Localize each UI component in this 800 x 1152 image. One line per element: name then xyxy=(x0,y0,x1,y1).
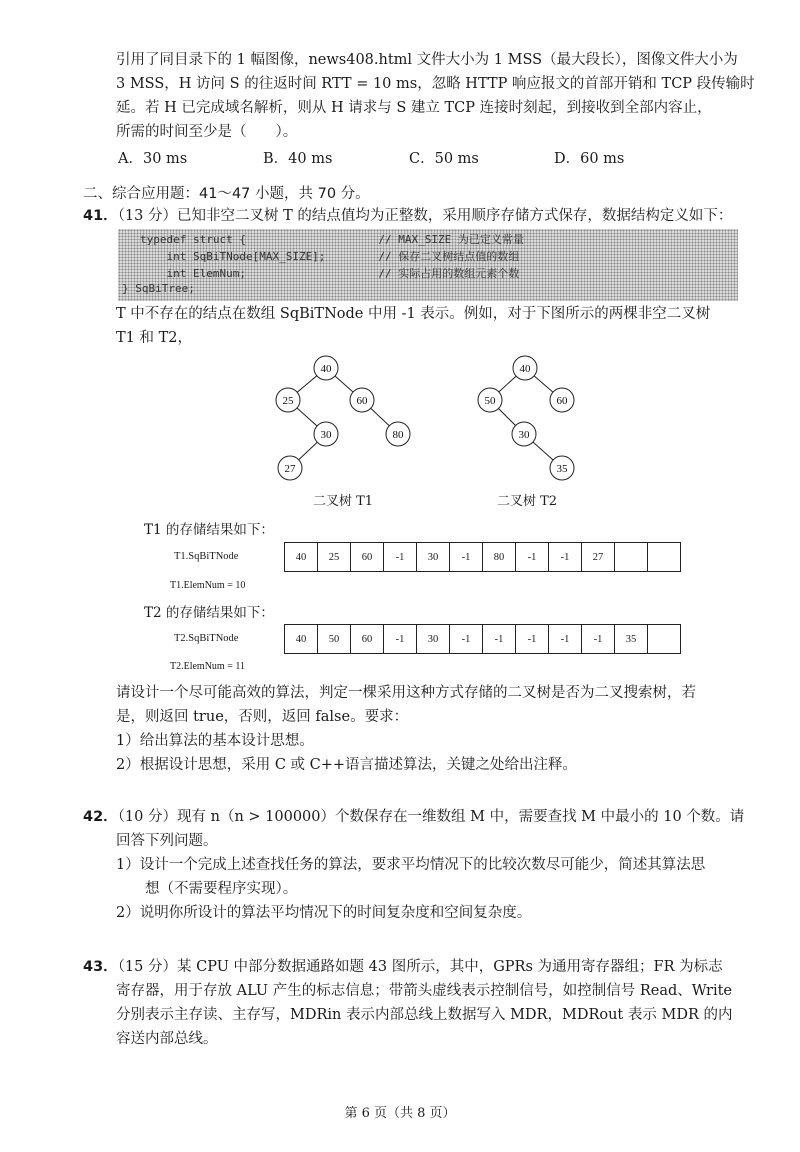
q42-line-1 xyxy=(83,805,773,829)
t1-node-label: 40 xyxy=(320,363,332,375)
t1-array-cell: -1 xyxy=(549,543,582,572)
t1-array-cell: 80 xyxy=(483,543,516,572)
q41-ask-line-2: 是，则返回 true，否则，返回 false。要求： xyxy=(116,709,409,725)
tree-t2-caption: 二叉树 T2 xyxy=(497,494,558,509)
q43-line-1-text: （15 分）某 CPU 中部分数据通路如题 43 图所示，其中，GPRs 为通用寄存器组；FR 为标志 xyxy=(117,959,723,975)
q41-intro-text: （13 分）已知非空二叉树 T 的结点值均为正整数，采用顺序存储方式保存，数据结构定义如下： xyxy=(117,208,733,224)
tree-t1-caption: 二叉树 T1 xyxy=(313,494,374,509)
t2-array-name: T2.SqBiTNode xyxy=(174,633,239,644)
t2-elemnum: T2.ElemNum = 11 xyxy=(170,661,245,672)
t1-array-cell: -1 xyxy=(450,543,483,572)
q42-req-1a: 1）设计一个完成上述查找任务的算法，要求平均情况下的比较次数尽可能少，简述其算法思 xyxy=(116,857,706,873)
t2-array-cell: -1 xyxy=(582,625,615,654)
tree-t1 xyxy=(260,348,430,488)
q41-ask xyxy=(116,681,766,777)
q43-line-3: 分别表示主存读、主存写，MDRin 表示内部总线上数据写入 MDR，MDRout 表示 MDR 的内 xyxy=(116,1007,733,1023)
t2-node-label: 40 xyxy=(519,363,531,375)
code-line-1: typedef struct { // MAX_SIZE 为已定义常量 xyxy=(140,233,524,246)
t2-array-cell: -1 xyxy=(483,625,516,654)
t1-array-row xyxy=(285,543,681,572)
q42-req-2: 2）说明你所设计的算法平均情况下的时间复杂度和空间复杂度。 xyxy=(116,905,532,921)
code-line-2: int SqBiTNode[MAX_SIZE]; // 保存二叉树结点值的数组 xyxy=(140,250,520,263)
t1-array-table xyxy=(284,542,681,572)
t1-elemnum: T1.ElemNum = 10 xyxy=(170,580,246,591)
option-c: C．50 ms xyxy=(409,151,479,167)
code-line-4: } SqBiTree; xyxy=(122,282,195,295)
code-line-3: int ElemNum; // 实际占用的数组元素个数 xyxy=(140,267,520,280)
t2-array-cell: -1 xyxy=(450,625,483,654)
q42-number: 42． xyxy=(83,809,118,825)
t1-array-cell: 40 xyxy=(285,543,318,572)
t2-array-cell: 30 xyxy=(417,625,450,654)
t2-array-cell: -1 xyxy=(384,625,417,654)
t1-array-cell: -1 xyxy=(384,543,417,572)
t1-node-label: 27 xyxy=(284,463,296,475)
q41-desc-line-2: T1 和 T2， xyxy=(116,330,193,346)
code-block xyxy=(118,229,738,301)
option-a: A．30 ms xyxy=(118,151,188,167)
t1-array-name: T1.SqBiTNode xyxy=(174,551,239,562)
q41-desc xyxy=(116,302,756,350)
q40-line-4: 所需的时间至少是（ ）。 xyxy=(116,124,298,140)
t1-array-cell xyxy=(615,543,648,572)
t1-node-label: 30 xyxy=(320,429,332,441)
t2-node-label: 35 xyxy=(556,463,568,475)
q42-line-2: 回答下列问题。 xyxy=(116,833,218,849)
q40-line-3: 延。若 H 已完成域名解析，则从 H 请求与 S 建立 TCP 连接时刻起，到接收到全部内容止， xyxy=(116,100,712,116)
q43-line-2: 寄存器，用于存放 ALU 产生的标志信息；带箭头虚线表示控制信号，如控制信号 Read、Write xyxy=(116,983,733,999)
t2-node-label: 50 xyxy=(484,395,496,407)
t1-node-label: 60 xyxy=(356,395,368,407)
t2-array-cell: -1 xyxy=(516,625,549,654)
q42-block xyxy=(83,805,773,925)
t1-node-label: 25 xyxy=(282,395,294,407)
q40-line-1: 引用了同目录下的 1 幅图像，news408.html 文件大小为 1 MSS（最大段长），图像文件大小为 xyxy=(116,52,738,68)
section-title: 二、综合应用题：41～47 小题，共 70 分。 xyxy=(83,186,370,202)
t1-array-cell xyxy=(648,543,681,572)
q41-number: 41． xyxy=(83,208,118,224)
q41-req-2: 2）根据设计思想，采用 C 或 C++语言描述算法，关键之处给出注释。 xyxy=(116,757,578,773)
q41-ask-line-1: 请设计一个尽可能高效的算法，判定一棵采用这种方式存储的二叉树是否为二叉搜索树，若 xyxy=(116,685,696,701)
q43-line-4: 容送内部总线。 xyxy=(116,1031,218,1047)
q41-desc-line-1: T 中不存在的结点在数组 SqBiTNode 中用 -1 表示。例如，对于下图所示的两棵非空二叉树 xyxy=(116,306,711,322)
tree-t2 xyxy=(462,348,592,488)
q43-block xyxy=(83,955,773,1051)
q41-req-1: 1）给出算法的基本设计思想。 xyxy=(116,733,314,749)
t2-array-cell: -1 xyxy=(549,625,582,654)
t1-storage-label: T1 的存储结果如下： xyxy=(144,522,274,538)
t2-array-cell: 50 xyxy=(318,625,351,654)
option-d: D．60 ms xyxy=(554,151,625,167)
q40-tail xyxy=(116,48,756,144)
q42-req-1b: 想（不需要程序实现）。 xyxy=(145,881,298,897)
page-footer: 第 6 页（共 8 页） xyxy=(344,1106,456,1121)
t2-array-row xyxy=(285,625,681,654)
q43-line-1 xyxy=(83,955,773,979)
t1-array-cell: 27 xyxy=(582,543,615,572)
t2-node-label: 60 xyxy=(556,395,568,407)
t1-array-cell: 25 xyxy=(318,543,351,572)
t1-array-cell: 60 xyxy=(351,543,384,572)
t2-storage-label: T2 的存储结果如下： xyxy=(144,605,274,621)
t2-array-cell: 35 xyxy=(615,625,648,654)
q41-intro xyxy=(83,204,763,228)
t2-node-label: 30 xyxy=(518,429,530,441)
q43-number: 43． xyxy=(83,959,118,975)
t2-array-cell: 60 xyxy=(351,625,384,654)
q40-options xyxy=(118,147,718,171)
option-b: B．40 ms xyxy=(263,151,333,167)
t2-array-table xyxy=(284,624,681,654)
q42-line-1-text: （10 分）现有 n（n > 100000）个数保存在一维数组 M 中，需要查找 M 中最小的 10 个数。请 xyxy=(117,809,745,825)
t1-array-cell: 30 xyxy=(417,543,450,572)
t2-array-cell: 40 xyxy=(285,625,318,654)
t1-node-label: 80 xyxy=(392,429,404,441)
t1-array-cell: -1 xyxy=(516,543,549,572)
t2-array-cell xyxy=(648,625,681,654)
q40-line-2: 3 MSS，H 访问 S 的往返时间 RTT = 10 ms，忽略 HTTP 响应报文的首部开销和 TCP 段传输时 xyxy=(116,76,755,92)
